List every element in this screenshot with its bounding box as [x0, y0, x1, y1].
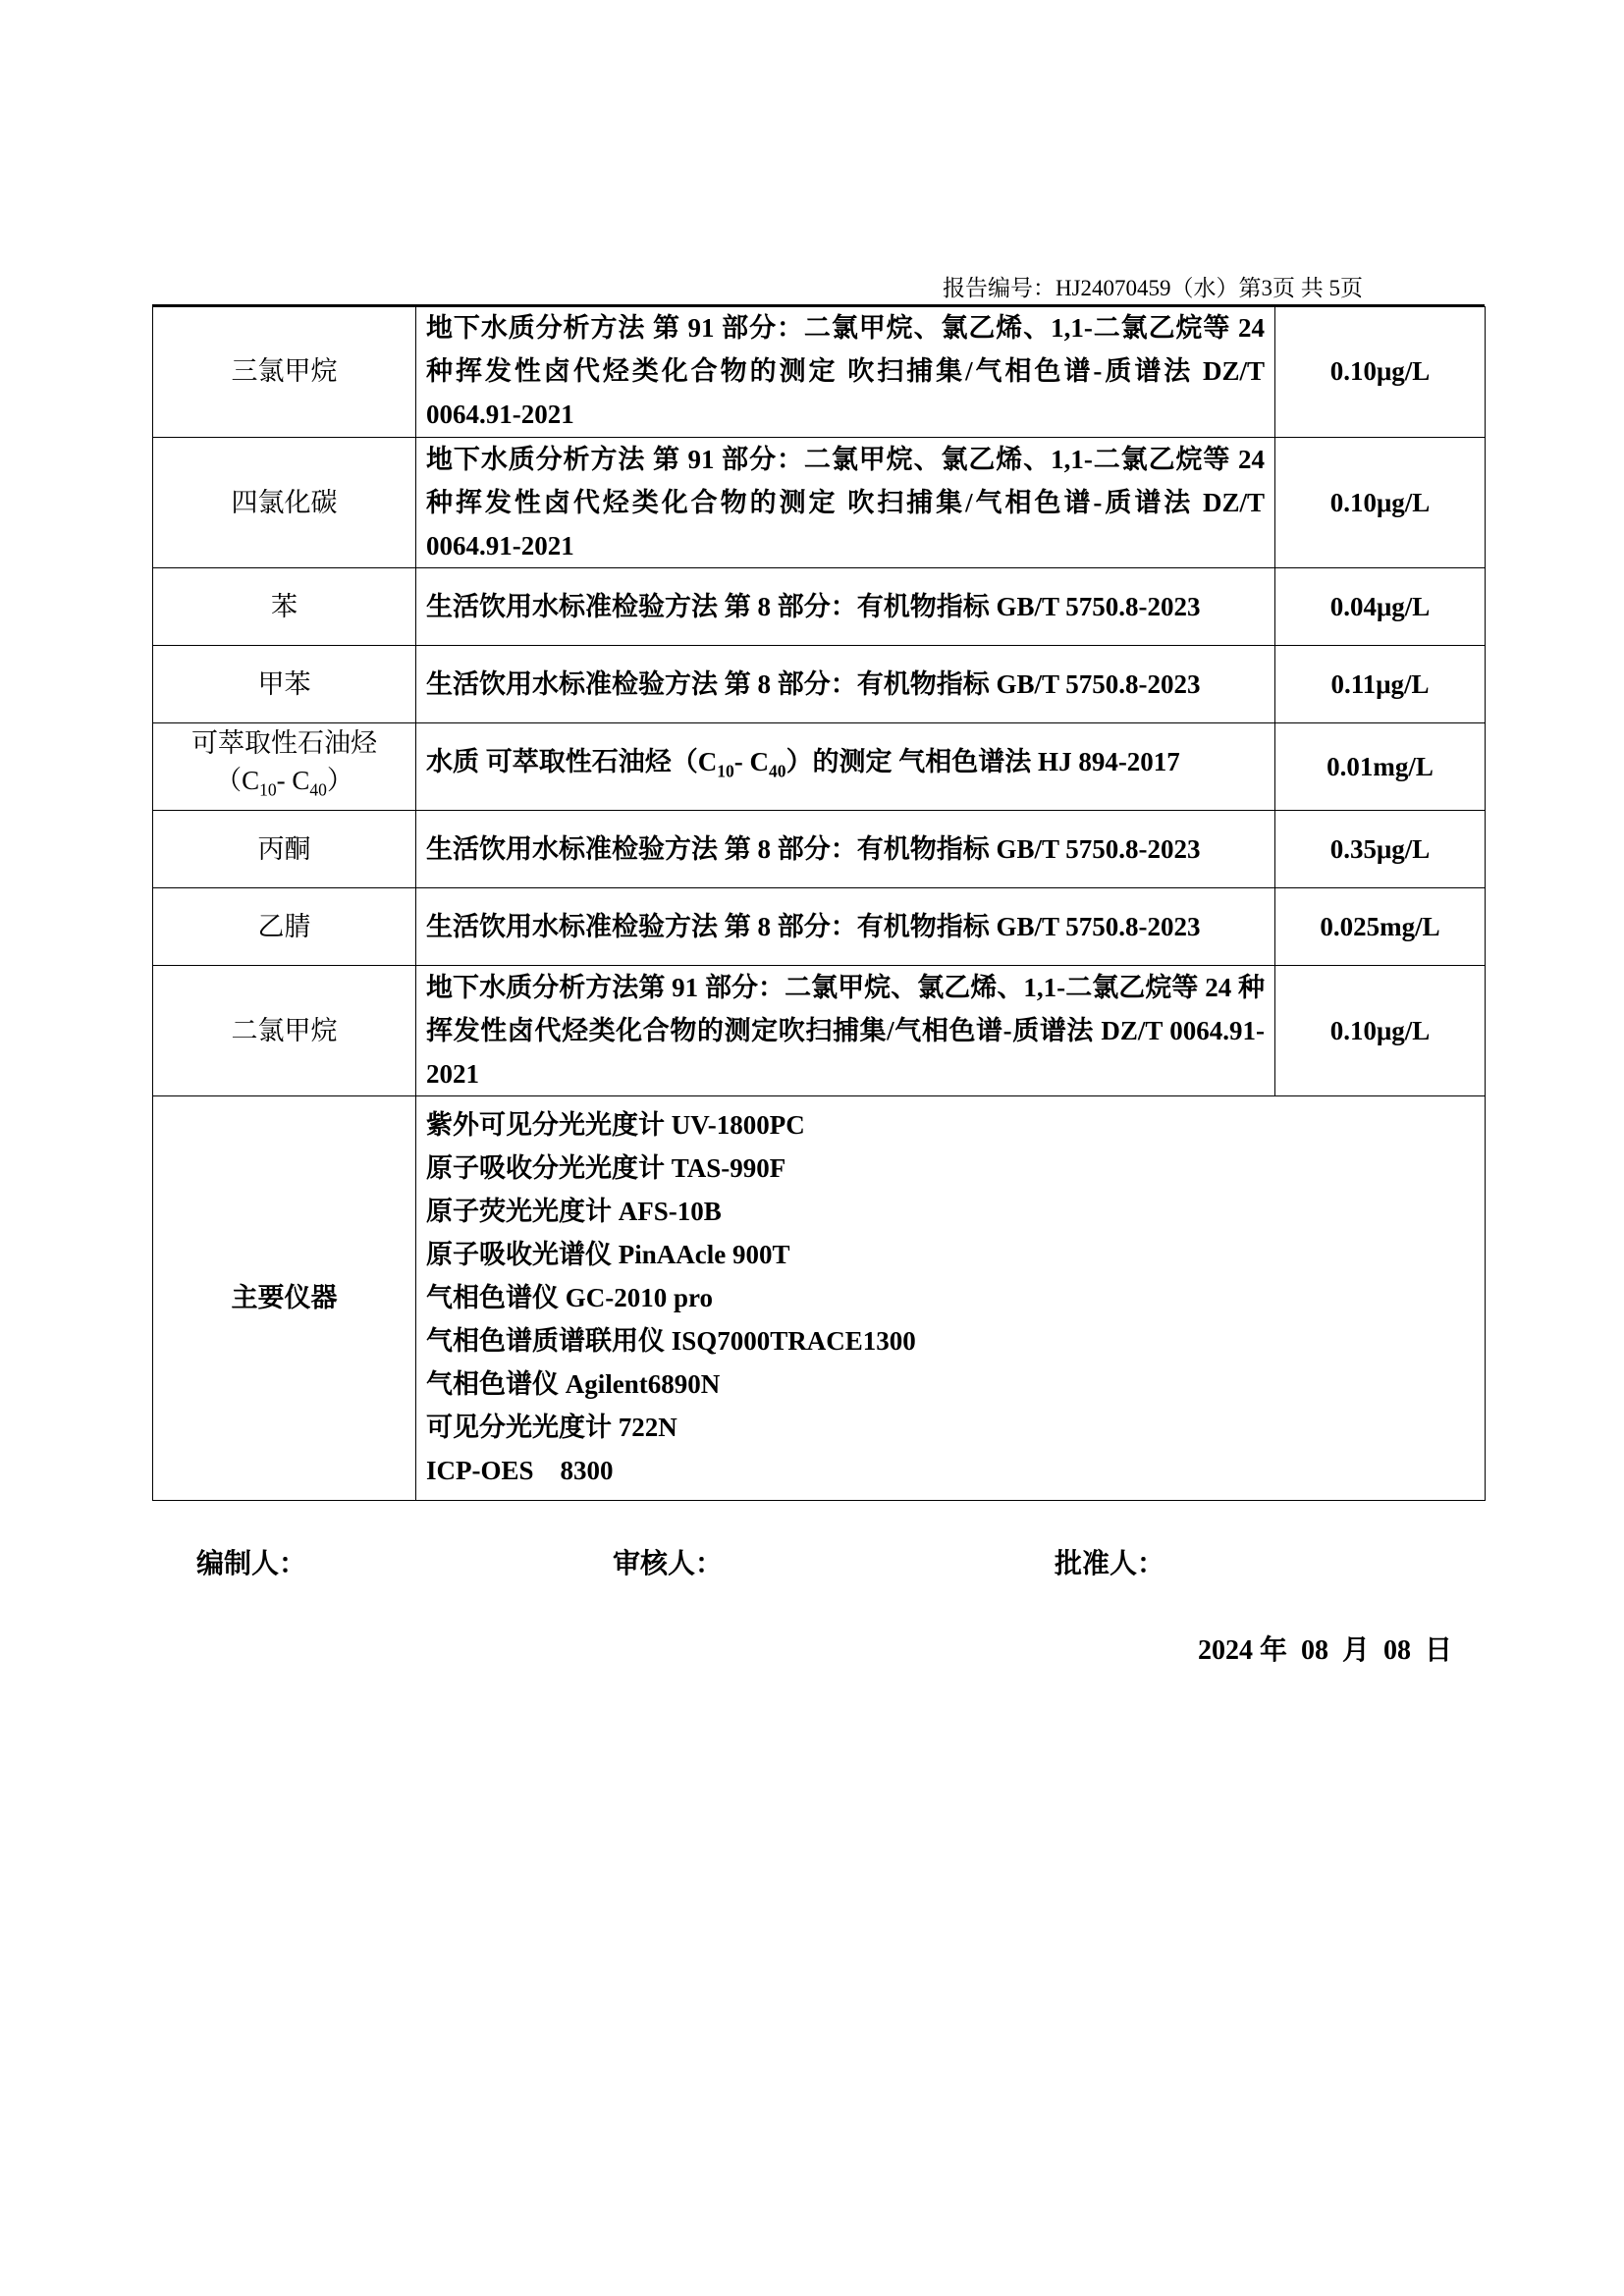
instrument-item: 气相色谱质谱联用仪 ISQ7000TRACE1300 — [426, 1326, 916, 1356]
method-text: 生活饮用水标准检验方法 第 8 部分：有机物指标 GB/T 5750.8-2023 — [416, 810, 1275, 887]
report-number: 报告编号：HJ24070459（水）第3页 共 5页 — [943, 276, 1364, 300]
instrument-item: 紫外可见分光光度计 UV-1800PC — [426, 1110, 805, 1140]
table-row — [153, 645, 1486, 722]
detection-limit: 0.10μg/L — [1275, 965, 1486, 1095]
method-table — [152, 306, 1486, 1501]
method-text: 生活饮用水标准检验方法 第 8 部分：有机物指标 GB/T 5750.8-2023 — [416, 645, 1275, 722]
instrument-item: 原子吸收分光光度计 TAS-990F — [426, 1153, 786, 1183]
instrument-list — [416, 1095, 1486, 1500]
table-row — [153, 306, 1486, 437]
instrument-item: 原子吸收光谱仪 PinAAcle 900T — [426, 1240, 790, 1269]
analyte-name-line1: 可萃取性石油烃 — [191, 727, 377, 758]
table-row — [153, 722, 1486, 810]
analyte-name: 甲苯 — [153, 645, 416, 722]
table-row — [153, 567, 1486, 645]
method-text: 地下水质分析方法 第 91 部分：二氯甲烷、氯乙烯、1,1-二氯乙烷等 24 种挥发性卤代烃类化合物的测定 吹扫捕集/气相色谱-质谱法 DZ/T 0064.91-2021 — [416, 437, 1275, 567]
table-row — [153, 437, 1486, 567]
method-text: 生活饮用水标准检验方法 第 8 部分：有机物指标 GB/T 5750.8-2023 — [416, 887, 1275, 965]
instrument-item: ICP-OES 8300 — [426, 1456, 614, 1485]
detection-limit: 0.35μg/L — [1275, 810, 1486, 887]
table-row — [153, 810, 1486, 887]
analyte-name: 四氯化碳 — [153, 437, 416, 567]
instrument-label: 主要仪器 — [153, 1095, 416, 1500]
instrument-item: 可见分光光度计 722N — [426, 1413, 677, 1442]
method-text: 生活饮用水标准检验方法 第 8 部分：有机物指标 GB/T 5750.8-2023 — [416, 567, 1275, 645]
table-row — [153, 887, 1486, 965]
reviewed-by-label: 审核人： — [613, 1549, 724, 1579]
detection-limit: 0.025mg/L — [1275, 887, 1486, 965]
method-text: 水质 可萃取性石油烃（$C_{10}-$ $C_{40}$）的测定 气相色谱法 HJ 894-2017 — [416, 722, 1275, 810]
analyte-name: 二氯甲烷 — [153, 965, 416, 1095]
method-text: 地下水质分析方法第 91 部分：二氯甲烷、氯乙烯、1,1-二氯乙烷等 24 种挥发性卤代烃类化合物的测定吹扫捕集/气相色谱-质谱法 DZ/T 0064.91-2021 — [416, 965, 1275, 1095]
approved-by-label: 批准人： — [1055, 1549, 1165, 1579]
instrument-item: 气相色谱仪 GC-2010 pro — [426, 1283, 714, 1312]
detection-limit: 0.10μg/L — [1275, 306, 1486, 437]
analyte-name: 丙酮 — [153, 810, 416, 887]
analyte-name — [153, 722, 416, 810]
detection-limit: 0.01mg/L — [1275, 722, 1486, 810]
detection-limit: 0.11μg/L — [1275, 645, 1486, 722]
prepared-by-label: 编制人： — [196, 1549, 307, 1579]
analyte-name: 苯 — [153, 567, 416, 645]
instrument-row — [153, 1095, 1486, 1500]
method-text: 地下水质分析方法 第 91 部分：二氯甲烷、氯乙烯、1,1-二氯乙烷等 24 种挥发性卤代烃类化合物的测定 吹扫捕集/气相色谱-质谱法 DZ/T 0064.91-2021 — [416, 306, 1275, 437]
analyte-name: 三氯甲烷 — [153, 306, 416, 437]
instrument-item: 气相色谱仪 Agilent6890N — [426, 1369, 721, 1399]
detection-limit: 0.10μg/L — [1275, 437, 1486, 567]
analyte-name-line2: （$C_{10}-$ $C_{40}$） — [215, 765, 353, 800]
report-date: 2024 年 08 月 08 日 — [1198, 1635, 1453, 1666]
table-row — [153, 965, 1486, 1095]
detection-limit: 0.04μg/L — [1275, 567, 1486, 645]
analyte-name: 乙腈 — [153, 887, 416, 965]
instrument-item: 原子荧光光度计 AFS-10B — [426, 1197, 722, 1226]
